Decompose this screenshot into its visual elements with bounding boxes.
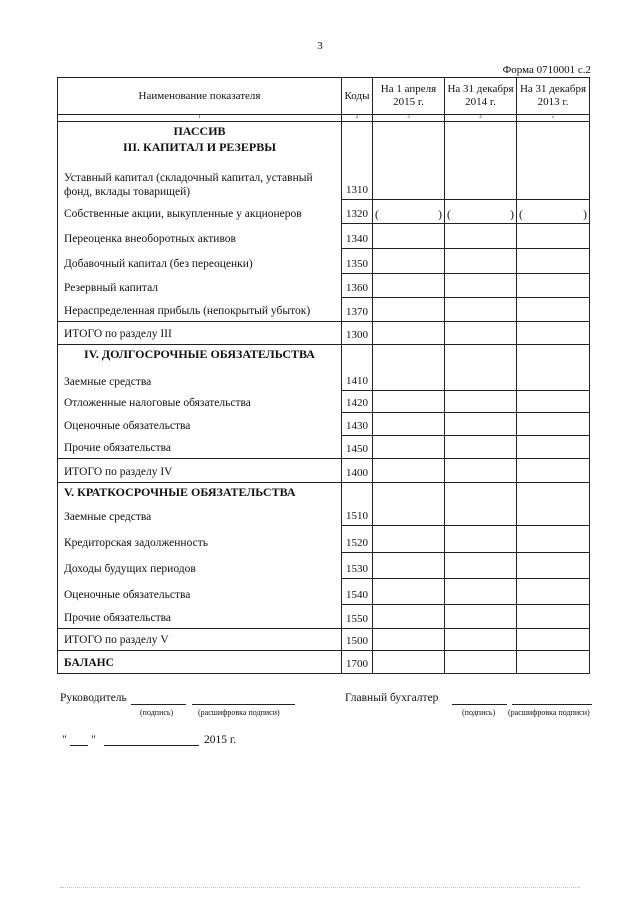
head-decode-caption: (расшифровка подписи) [198,708,280,717]
value-cell[interactable] [517,224,590,249]
paren-close: ) [438,209,442,221]
value-cell[interactable] [373,579,445,605]
paren-open: ( [447,209,451,221]
value-cell[interactable] [445,459,517,483]
row-code: 1420 [342,391,373,413]
row-code: 1530 [342,553,373,579]
value-cell[interactable] [445,200,517,224]
value-cell[interactable] [445,651,517,674]
row-name: Отложенные налоговые обязательства [58,391,342,413]
row-name: Нераспределенная прибыль (непокрытый убыток) [58,298,342,322]
value-cell[interactable] [373,483,445,526]
index-row [58,115,590,122]
table-row [58,298,590,322]
row-code: 1400 [342,459,373,483]
value-cell[interactable] [445,526,517,553]
row-code: 1410 [342,345,373,391]
table-row [58,224,590,249]
table-row [58,629,590,651]
paren-open: ( [375,209,379,221]
date-month-line[interactable] [104,745,199,746]
value-cell[interactable] [517,651,590,674]
table-row [58,274,590,298]
passiv-title: ПАССИВ [173,124,226,138]
value-cell[interactable] [373,553,445,579]
value-cell[interactable] [445,249,517,274]
table-row [58,122,590,200]
value-cell[interactable] [373,605,445,629]
value-cell[interactable] [517,274,590,298]
table-row [58,459,590,483]
row-code: 1370 [342,298,373,322]
row-code: 1320 [342,200,373,224]
row-name: ИТОГО по разделу V [58,629,342,651]
page-number: 3 [317,40,323,52]
row-name: Доходы будущих периодов [58,553,342,579]
section-cell [58,345,342,391]
header-name: Наименование показателя [58,78,342,115]
value-cell[interactable] [517,345,590,391]
value-cell[interactable] [517,579,590,605]
header-col3: На 31 декабря 2013 г. [517,78,590,115]
head-sign-caption: (подпись) [140,708,174,717]
head-decode-line[interactable] [192,704,295,705]
row-code: 1510 [342,483,373,526]
value-cell[interactable] [373,224,445,249]
chief-decode-line[interactable] [512,704,592,705]
section-cell [58,122,342,200]
row-code: 1520 [342,526,373,553]
table-row [58,553,590,579]
value-cell[interactable] [445,605,517,629]
row-name: ИТОГО по разделу III [58,322,342,345]
section-4-title: IV. ДОЛГОСРОЧНЫЕ ОБЯЗАТЕЛЬСТВА [84,347,315,361]
value-cell[interactable] [373,345,445,391]
table-row [58,526,590,553]
header-col2: На 31 декабря 2014 г. [445,78,517,115]
row-name: Добавочный капитал (без переоценки) [58,249,342,274]
form-code: Форма 0710001 с.2 [502,64,591,76]
index-cell: 2 [342,115,373,122]
value-cell[interactable] [373,526,445,553]
paren-close: ) [510,209,514,221]
value-cell[interactable] [373,459,445,483]
table-row [58,605,590,629]
table-row [58,651,590,674]
row-name: Резервный капитал [58,274,342,298]
balance-table [57,77,590,674]
value-cell[interactable] [517,298,590,322]
value-cell[interactable] [445,224,517,249]
value-cell[interactable] [445,553,517,579]
value-cell[interactable] [445,298,517,322]
value-cell[interactable] [517,122,590,200]
header-row [58,78,590,115]
index-cell: 1 [58,115,342,122]
row-name: Кредиторская задолженность [58,526,342,553]
index-cell: 4 [445,115,517,122]
value-cell[interactable] [517,436,590,459]
value-cell[interactable] [373,298,445,322]
value-cell[interactable] [445,629,517,651]
table-row [58,413,590,436]
index-cell: 5 [517,115,590,122]
row-code: 1550 [342,605,373,629]
section-3-title: III. КАПИТАЛ И РЕЗЕРВЫ [122,140,277,154]
value-cell[interactable] [517,605,590,629]
value-cell[interactable] [373,413,445,436]
value-cell[interactable] [445,579,517,605]
value-cell[interactable] [373,322,445,345]
row-code: 1540 [342,579,373,605]
value-cell[interactable] [517,629,590,651]
value-cell[interactable] [517,526,590,553]
value-cell[interactable] [445,436,517,459]
chief-accountant-label: Главный бухгалтер [345,692,439,704]
table-row [58,322,590,345]
value-cell[interactable] [445,322,517,345]
value-cell[interactable] [373,200,445,224]
date-year: 2015 г. [204,734,237,746]
row-name: Заемные средства [64,511,152,523]
date-quote-close: " [91,734,96,746]
value-cell[interactable] [517,249,590,274]
date-quote-open: " [62,734,67,746]
head-label: Руководитель [60,692,127,704]
row-code: 1450 [342,436,373,459]
value-cell[interactable] [445,391,517,413]
value-cell[interactable] [373,651,445,674]
row-name: Прочие обязательства [58,436,342,459]
chief-decode-caption: (расшифровка подписи) [508,708,590,717]
value-cell[interactable] [517,483,590,526]
row-code: 1500 [342,629,373,651]
table-row [58,391,590,413]
row-name: ИТОГО по разделу IV [58,459,342,483]
paren-close: ) [583,209,587,221]
value-cell[interactable] [445,413,517,436]
date-day-line[interactable] [70,745,88,746]
row-name: Оценочные обязательства [58,579,342,605]
table-row [58,579,590,605]
value-cell[interactable] [517,553,590,579]
value-cell[interactable] [445,483,517,526]
table-row [58,345,590,391]
row-name: Уставный капитал (складочный капитал, уставный фонд, вклады товарищей) [64,172,313,198]
table-row [58,200,590,224]
row-code: 1310 [342,122,373,200]
scan-artifact-line [60,886,580,888]
value-cell[interactable] [373,249,445,274]
value-cell[interactable] [373,274,445,298]
row-code: 1360 [342,274,373,298]
section-5-title: V. КРАТКОСРОЧНЫЕ ОБЯЗАТЕЛЬСТВА [64,485,296,499]
chief-signature-line[interactable] [452,704,507,705]
value-cell[interactable] [373,122,445,200]
row-name: Заемные средства [64,376,152,388]
value-cell[interactable] [373,629,445,651]
section-cell [58,483,342,526]
table-row [58,436,590,459]
value-cell[interactable] [517,391,590,413]
header-col1: На 1 апреля 2015 г. [373,78,445,115]
row-code: 1430 [342,413,373,436]
value-cell[interactable] [517,459,590,483]
value-cell[interactable] [517,322,590,345]
row-name: Прочие обязательства [58,605,342,629]
value-cell[interactable] [517,413,590,436]
row-name: Собственные акции, выкупленные у акционеров [58,200,342,224]
value-cell[interactable] [445,122,517,200]
row-name: БАЛАНС [58,651,342,674]
value-cell[interactable] [373,436,445,459]
row-code: 1350 [342,249,373,274]
header-code: Коды [342,78,373,115]
row-name: Оценочные обязательства [58,413,342,436]
row-code: 1700 [342,651,373,674]
index-cell: 3 [373,115,445,122]
value-cell[interactable] [445,345,517,391]
value-cell[interactable] [445,274,517,298]
chief-sign-caption: (подпись) [462,708,496,717]
row-code: 1300 [342,322,373,345]
value-cell[interactable] [517,200,590,224]
row-code: 1340 [342,224,373,249]
value-cell[interactable] [373,391,445,413]
table-row [58,483,590,526]
paren-open: ( [519,209,523,221]
row-name: Переоценка внеоборотных активов [58,224,342,249]
head-signature-line[interactable] [131,704,186,705]
table-row [58,249,590,274]
